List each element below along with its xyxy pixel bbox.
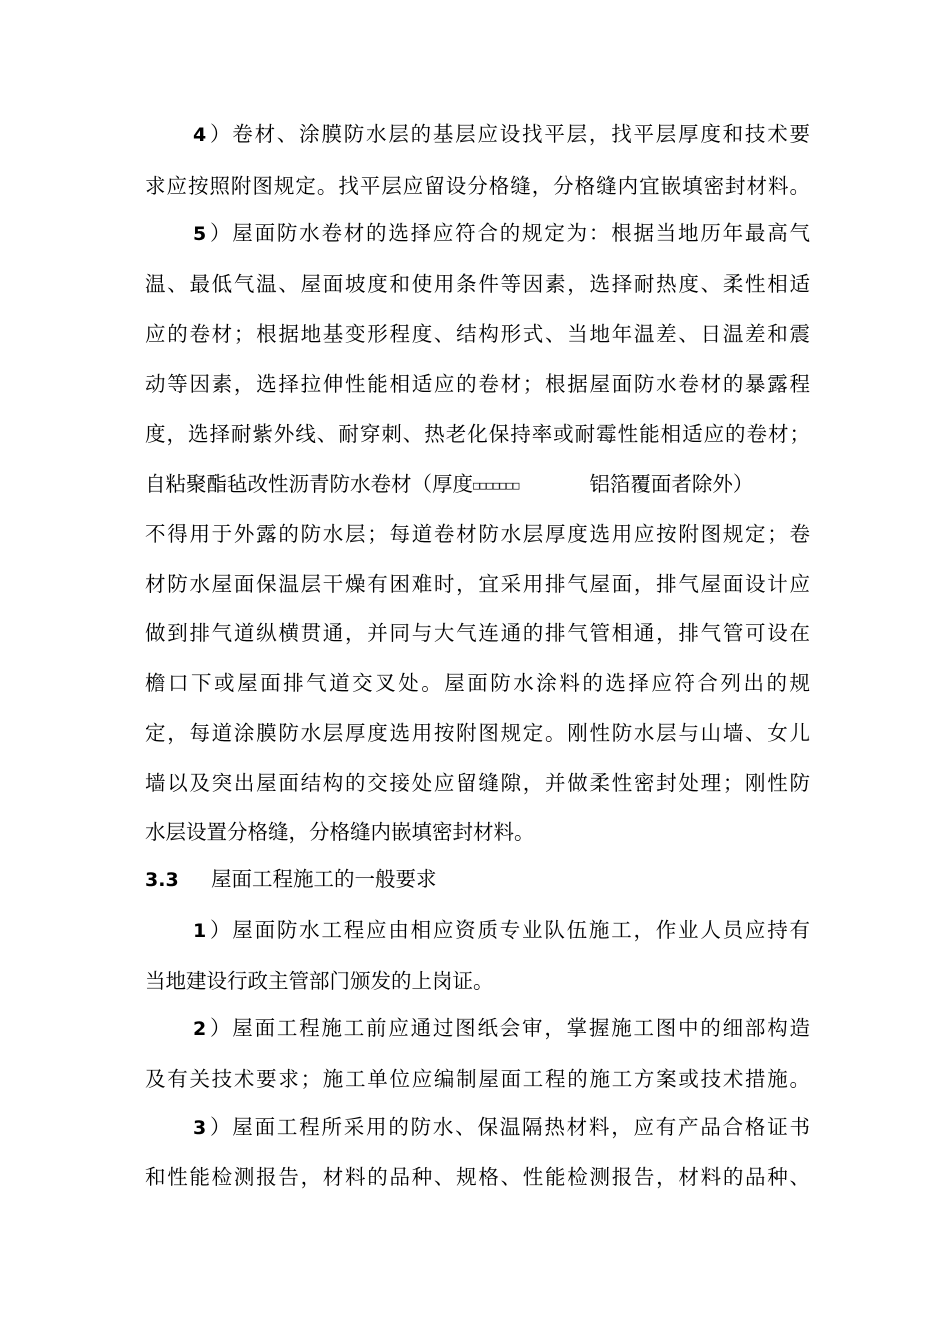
text: 动等因素，选择拉伸性能相适应的卷材；根据屋面防水卷材的暴露程 [145, 372, 810, 396]
item-number: 1 [193, 920, 207, 942]
section-heading [145, 864, 810, 894]
paragraph-5-line-8 [145, 569, 810, 599]
item-1-line-1 [193, 915, 810, 945]
text: 铝箔覆面者除外） [589, 472, 754, 496]
text: 做到排气道纵横贯通，并同与大气连通的排气管相通，排气管可设在 [145, 621, 810, 645]
text: 及有关技术要求；施工单位应编制屋面工程的施工方案或技术措施。 [145, 1067, 810, 1091]
text: 温、最低气温、屋面坡度和使用条件等因素，选择耐热度、柔性相适 [145, 272, 810, 296]
paragraph-5-line-11 [145, 718, 810, 748]
text: 墙以及突出屋面结构的交接处应留缝隙，并做柔性密封处理；刚性防 [145, 771, 810, 795]
text: 和性能检测报告，材料的品种、规格、性能检测报告，材料的品种、 [145, 1165, 810, 1189]
text: 应的卷材；根据地基变形程度、结构形式、当地年温差、日温差和震 [145, 322, 810, 346]
text: 材防水屋面保温层干燥有困难时，宜采用排气屋面，排气屋面设计应 [145, 572, 810, 596]
paragraph-5-line-12 [145, 768, 810, 798]
missing-glyphs: □□□□□□□ [473, 479, 520, 492]
section-number: 3.3 [145, 869, 179, 891]
item-number: 5 [193, 223, 207, 245]
text: ）屋面工程所采用的防水、保温隔热材料，应有产品合格证书 [208, 1115, 810, 1139]
paragraph-5-line-3 [145, 319, 810, 349]
item-1-line-2 [145, 966, 810, 996]
paragraph-5-line-6 [145, 469, 810, 499]
text: 度，选择耐紫外线、耐穿刺、热老化保持率或耐霉性能相适应的卷材； [145, 422, 810, 446]
text: ）屋面工程施工前应通过图纸会审，掌握施工图中的细部构造 [208, 1016, 810, 1040]
paragraph-5-line-10 [145, 668, 810, 698]
item-number: 4 [193, 124, 207, 146]
paragraph-5-line-7 [145, 519, 810, 549]
paragraph-5-line-4 [145, 369, 810, 399]
text: 自粘聚酯毡改性沥青防水卷材（厚度 [145, 472, 473, 496]
paragraph-5-line-13 [145, 817, 810, 847]
text: 定，每道涂膜防水层厚度选用按附图规定。刚性防水层与山墙、女儿 [145, 721, 810, 745]
paragraph-5-line-1 [193, 218, 810, 248]
paragraph-5-line-5 [145, 419, 810, 449]
item-number: 2 [193, 1018, 207, 1040]
text: 当地建设行政主管部门颁发的上岗证。 [145, 969, 494, 993]
section-title: 屋面工程施工的一般要求 [211, 867, 437, 891]
item-2-line-2 [145, 1064, 810, 1094]
paragraph-5-line-2 [145, 269, 810, 299]
text: 檐口下或屋面排气道交叉处。屋面防水涂料的选择应符合列出的规 [145, 671, 810, 695]
text: 水层设置分格缝，分格缝内嵌填密封材料。 [145, 820, 535, 844]
item-3-line-2 [145, 1162, 810, 1192]
text: ）屋面防水工程应由相应资质专业队伍施工，作业人员应持有 [208, 918, 810, 942]
text: 不得用于外露的防水层；每道卷材防水层厚度选用应按附图规定；卷 [145, 522, 810, 546]
text: ）屋面防水卷材的选择应符合的规定为：根据当地历年最高气 [208, 221, 810, 245]
item-number: 3 [193, 1117, 207, 1139]
paragraph-5-line-9 [145, 618, 810, 648]
text: ）卷材、涂膜防水层的基层应设找平层，找平层厚度和技术要 [208, 122, 810, 146]
text: 求应按照附图规定。找平层应留设分格缝，分格缝内宜嵌填密封材料。 [145, 174, 810, 198]
paragraph-4-line-1 [193, 119, 810, 149]
paragraph-4-line-2 [145, 171, 810, 201]
item-3-line-1 [193, 1112, 810, 1142]
item-2-line-1 [193, 1013, 810, 1043]
